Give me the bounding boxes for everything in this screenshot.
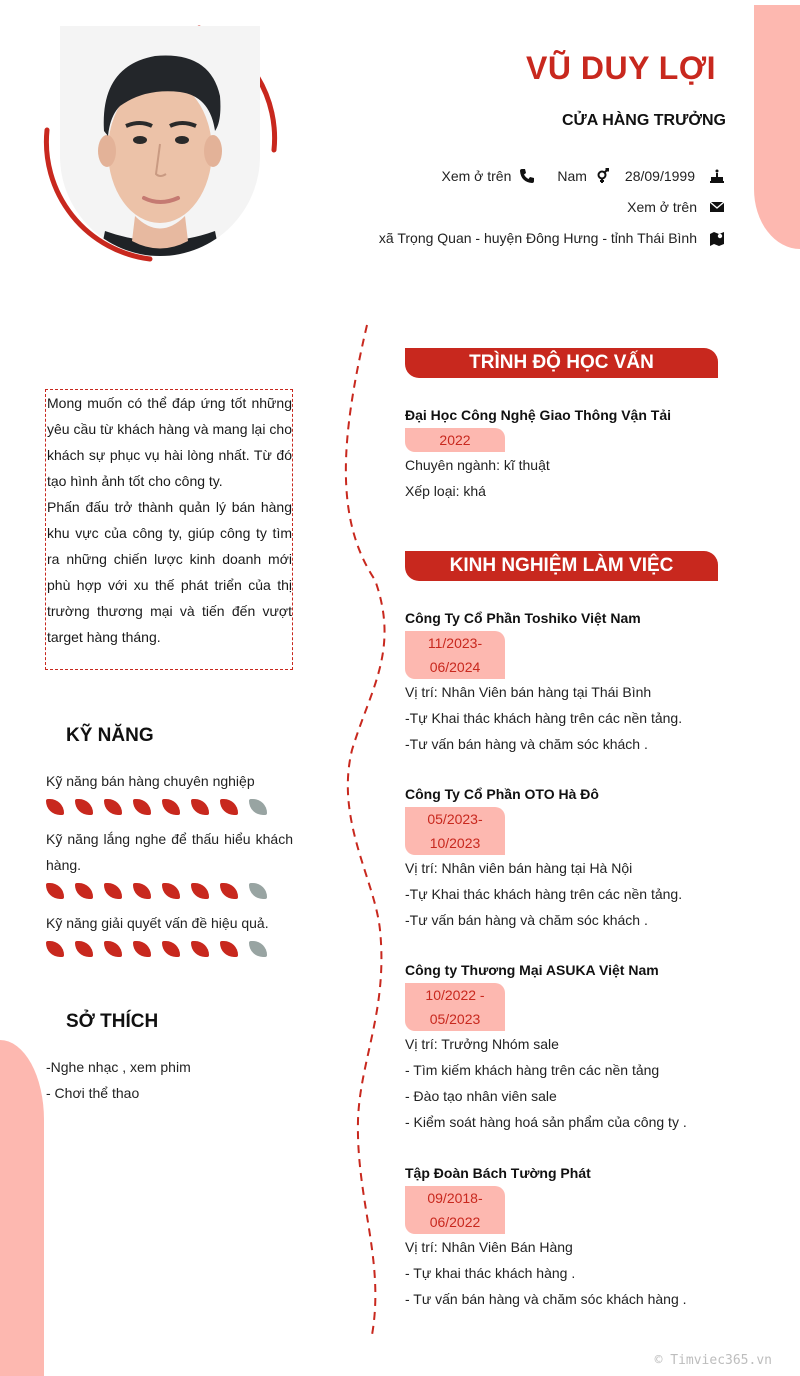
email-value: Xem ở trên — [627, 199, 697, 215]
education-major: Chuyên ngành: kĩ thuật — [405, 457, 550, 473]
job-date-badge — [405, 807, 505, 855]
skills-heading: KỸ NĂNG — [66, 725, 154, 746]
job-date-badge — [405, 983, 505, 1031]
phone-icon — [519, 168, 535, 184]
job-line: -Tư vấn bán hàng và chăm sóc khách . — [405, 736, 648, 752]
gender-icon — [595, 168, 611, 184]
birthday-cake-icon — [709, 168, 725, 184]
education-year-badge: 2022 — [405, 428, 505, 452]
education-grade: Xếp loại: khá — [405, 483, 486, 499]
decorative-corner-bottom-left — [0, 1040, 44, 1376]
avatar — [60, 26, 260, 256]
job-line: Vị trí: Nhân Viên Bán Hàng — [405, 1239, 573, 1255]
map-icon — [709, 230, 725, 246]
job-company: Công Ty Cổ Phần OTO Hà Đô — [405, 786, 599, 802]
job-company: Công Ty Cổ Phần Toshiko Việt Nam — [405, 610, 641, 626]
career-objective — [45, 389, 293, 670]
job-line: Vị trí: Nhân viên bán hàng tại Hà Nội — [405, 860, 633, 876]
job-date-start: 09/2018- — [427, 1190, 483, 1206]
watermark: © Timviec365.vn — [654, 1353, 772, 1368]
rating-leaf — [46, 941, 64, 957]
hobby-item-2: - Chơi thể thao — [46, 1085, 140, 1101]
job-line: Vị trí: Nhân Viên bán hàng tại Thái Bình — [405, 684, 652, 700]
job-date-start: 05/2023- — [427, 811, 483, 827]
skill-label-3: Kỹ năng giải quyết vấn đề hiệu quả. — [46, 915, 269, 931]
rating-leaf — [191, 883, 209, 899]
education-heading: TRÌNH ĐỘ HỌC VẤN — [405, 348, 718, 378]
job-date-start: 11/2023- — [427, 635, 483, 651]
job-date-badge — [405, 631, 505, 679]
contact-row-3 — [379, 230, 725, 246]
job-date-start: 10/2022 - — [425, 987, 485, 1003]
job-date-end: 10/2023 — [429, 835, 481, 851]
rating-leaf — [75, 883, 93, 899]
rating-leaf — [220, 799, 238, 815]
skill-label-2: Kỹ năng lắng nghe để thấu hiểu khách hàng. — [46, 831, 293, 873]
rating-leaf — [133, 941, 151, 957]
job-company: Công ty Thương Mại ASUKA Việt Nam — [405, 962, 659, 978]
job-line: - Kiểm soát hàng hoá sản phẩm của công ty . — [405, 1114, 687, 1130]
rating-leaf — [104, 941, 122, 957]
job-line: -Tư vấn bán hàng và chăm sóc khách . — [405, 912, 648, 928]
rating-leaf-empty — [249, 799, 267, 815]
job-company: Tập Đoàn Bách Tường Phát — [405, 1165, 591, 1181]
hobby-item-1: -Nghe nhạc , xem phim — [46, 1059, 191, 1075]
rating-leaf — [162, 883, 180, 899]
skill-label-1: Kỹ năng bán hàng chuyên nghiệp — [46, 773, 255, 789]
birthday-value: 28/09/1999 — [624, 168, 695, 184]
candidate-name: VŨ DUY LỢI — [526, 50, 716, 86]
rating-leaf — [162, 799, 180, 815]
job-line: - Tư vấn bán hàng và chăm sóc khách hàng . — [405, 1291, 687, 1307]
rating-leaf — [133, 799, 151, 815]
rating-leaf — [46, 883, 64, 899]
objective-paragraph-1: Mong muốn có thể đáp ứng tốt những yêu cầu từ khách hàng và mang lại cho khách sự phục vụ hài lòng nhất. Từ đó tạo hình ảnh tốt cho công ty. — [47, 395, 292, 489]
rating-leaf — [220, 883, 238, 899]
rating-leaf — [75, 799, 93, 815]
job-line: -Tự Khai thác khách hàng trên các nền tảng. — [405, 886, 683, 902]
job-date-end: 06/2024 — [429, 659, 481, 675]
job-line: Vị trí: Trưởng Nhóm sale — [405, 1036, 559, 1052]
rating-leaf — [46, 799, 64, 815]
rating-leaf — [104, 883, 122, 899]
job-date-end: 05/2023 — [429, 1011, 481, 1027]
job-line: - Tìm kiếm khách hàng trên các nền tảng — [405, 1062, 660, 1078]
wavy-divider — [330, 320, 400, 1340]
rating-leaf — [162, 941, 180, 957]
job-line: -Tự Khai thác khách hàng trên các nền tảng. — [405, 710, 683, 726]
job-date-badge — [405, 1186, 505, 1234]
job-line: - Tự khai thác khách hàng . — [405, 1265, 576, 1281]
rating-leaf-empty — [249, 883, 267, 899]
gender-value: Nam — [557, 168, 587, 184]
skill-rating-3 — [46, 941, 267, 957]
rating-leaf — [191, 941, 209, 957]
email-icon — [709, 199, 725, 215]
contact-row-2 — [627, 199, 725, 215]
hobbies-heading: SỞ THÍCH — [66, 1011, 159, 1032]
rating-leaf — [191, 799, 209, 815]
decorative-corner-top-right — [754, 5, 800, 249]
skill-rating-2 — [46, 883, 267, 899]
job-line: - Đào tạo nhân viên sale — [405, 1088, 557, 1104]
address-value: xã Trọng Quan - huyện Đông Hưng - tỉnh Thái Bình — [378, 230, 697, 246]
education-school: Đại Học Công Nghệ Giao Thông Vận Tải — [405, 407, 672, 423]
rating-leaf — [133, 883, 151, 899]
job-date-end: 06/2022 — [429, 1214, 481, 1230]
experience-heading: KINH NGHIỆM LÀM VIỆC — [405, 551, 718, 581]
rating-leaf — [75, 941, 93, 957]
rating-leaf-empty — [249, 941, 267, 957]
objective-paragraph-2: Phấn đấu trở thành quản lý bán hàng khu vực của công ty, giúp công ty tìm ra những chiến lược kinh doanh mới phù hợp với xu thế phát triển của thị trường thương mại và tiến đến vượt target hàng tháng. — [47, 499, 292, 645]
rating-leaf — [104, 799, 122, 815]
job-title: CỬA HÀNG TRƯỞNG — [561, 112, 726, 129]
rating-leaf — [220, 941, 238, 957]
contact-row-1 — [441, 168, 725, 184]
phone-value: Xem ở trên — [441, 168, 512, 184]
skill-rating-1 — [46, 799, 267, 815]
